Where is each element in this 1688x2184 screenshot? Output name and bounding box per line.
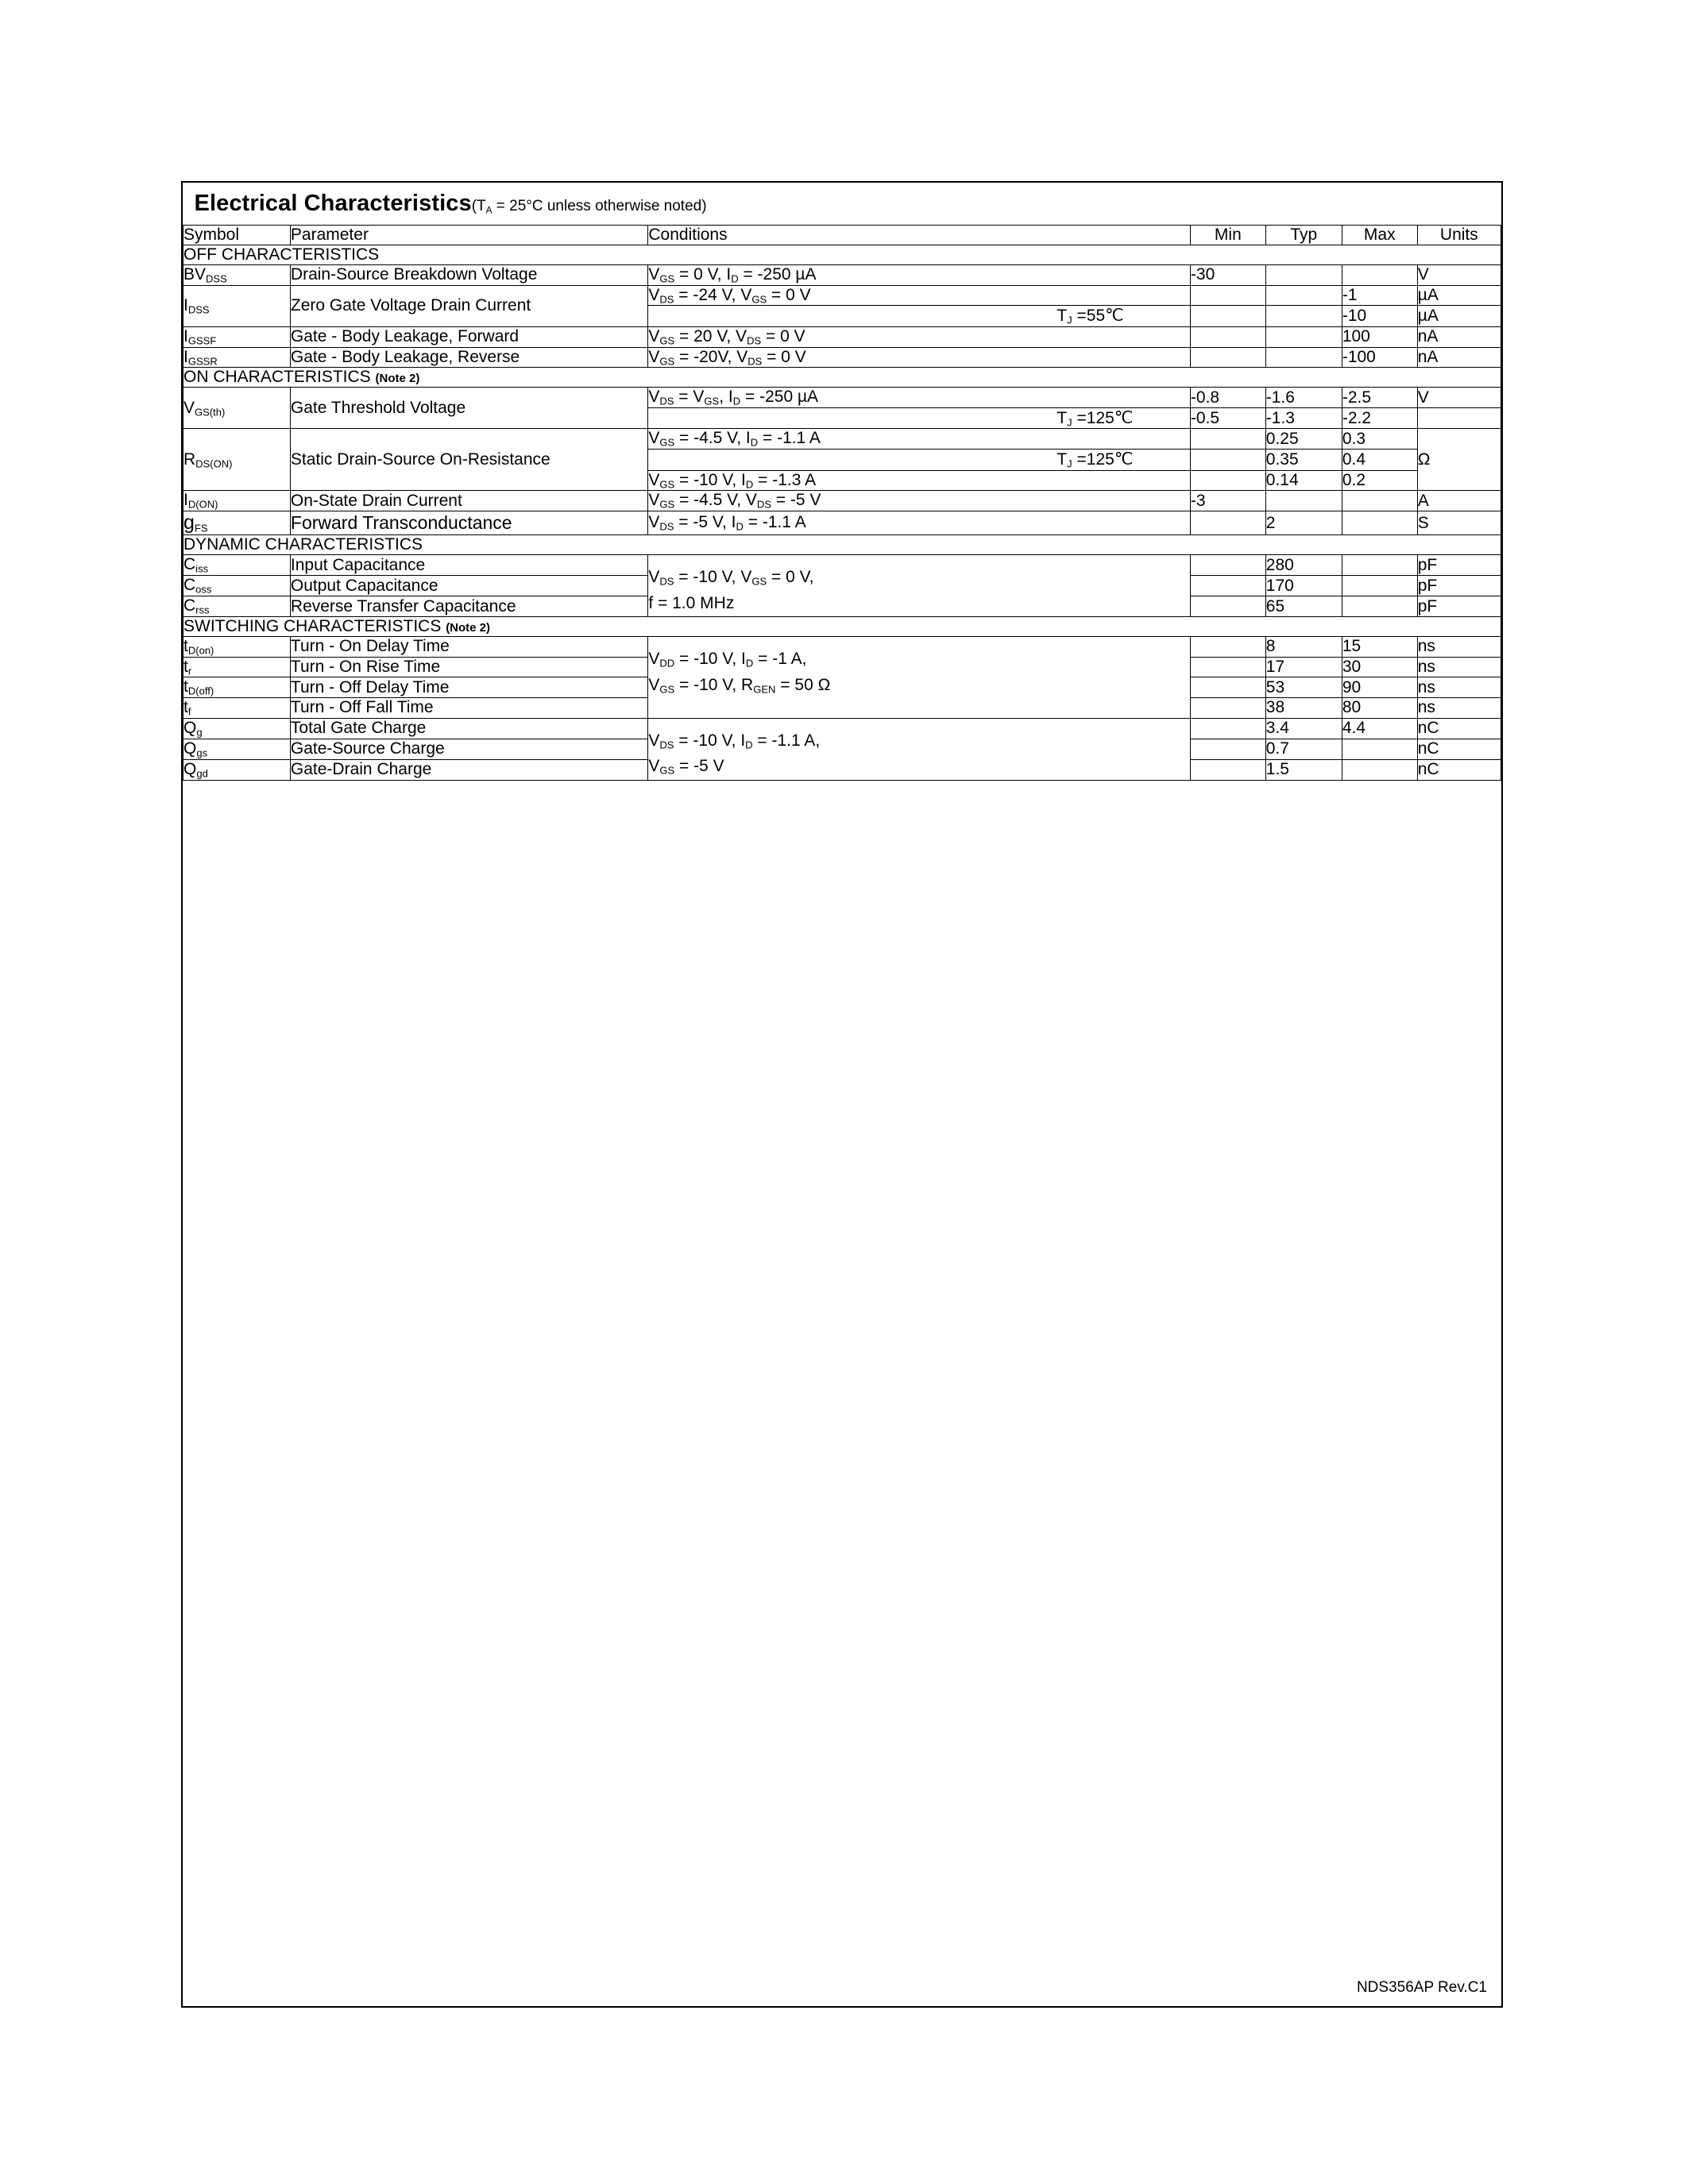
header-parameter: Parameter bbox=[290, 226, 647, 245]
row-units-idss: µA bbox=[1417, 285, 1501, 306]
row-conditions-rdson-tj-spacer bbox=[648, 450, 1056, 471]
section-off-characteristics: OFF CHARACTERISTICS bbox=[183, 245, 1501, 265]
row-units-tdoff: ns bbox=[1417, 677, 1501, 698]
row-conditions-rdson-tj: $T_J$ =125℃ bbox=[1056, 450, 1190, 471]
row-conditions-igssr: $V_{GS} = -20V$, $V_{DS} = 0$ V bbox=[648, 347, 1191, 368]
row-symbol-qgd: $Q_{gd}$ bbox=[183, 759, 291, 780]
row-min-coss bbox=[1190, 576, 1265, 596]
row-symbol-ciss: $C_{iss}$ bbox=[183, 555, 291, 576]
row-parameter-idss: Zero Gate Voltage Drain Current bbox=[290, 285, 647, 326]
row-conditions-capacitance: $V_{DS} = -10$ V, $V_{GS} = 0$ V, f = 1.0 MHz bbox=[648, 555, 1191, 617]
table-row bbox=[183, 637, 1501, 658]
row-parameter-gfs: Forward Transconductance bbox=[290, 511, 647, 535]
row-symbol-igssr: $I_{GSSR}$ bbox=[183, 347, 291, 368]
row-max-qgs bbox=[1342, 739, 1417, 759]
row-units-vgsth: V bbox=[1417, 388, 1501, 408]
row-max-idss: -1 bbox=[1342, 285, 1417, 306]
row-min-idss bbox=[1190, 285, 1265, 306]
section-switching-characteristics: SWITCHING CHARACTERISTICS (Note 2) bbox=[183, 617, 1501, 637]
row-units-gfs: S bbox=[1417, 511, 1501, 535]
row-units-tr: ns bbox=[1417, 657, 1501, 677]
row-typ-tdoff: 53 bbox=[1265, 677, 1342, 698]
row-parameter-igssr: Gate - Body Leakage, Reverse bbox=[290, 347, 647, 368]
row-max-tr: 30 bbox=[1342, 657, 1417, 677]
row-conditions-idss: $V_{DS} = -24$ V, $V_{GS} = 0$ V bbox=[648, 285, 1191, 306]
row-min-rdson bbox=[1190, 429, 1265, 450]
table-row bbox=[183, 326, 1501, 347]
row-symbol-crss: $C_{rss}$ bbox=[183, 596, 291, 617]
row-units-igssf: nA bbox=[1417, 326, 1501, 347]
title-sub-text: ($T_A = 25^\circ C$ unless otherwise noted) bbox=[471, 198, 707, 216]
header-max: Max bbox=[1342, 226, 1417, 245]
row-parameter-igssf: Gate - Body Leakage, Forward bbox=[290, 326, 647, 347]
row-parameter-crss: Reverse Transfer Capacitance bbox=[290, 596, 647, 617]
row-typ-idss-tj bbox=[1265, 306, 1342, 327]
row-units-crss: pF bbox=[1417, 596, 1501, 617]
row-symbol-rdson: $R_{DS(ON)}$ bbox=[183, 429, 291, 491]
row-conditions-vgsth: $V_{DS} = V_{GS}$, $I_D = -250$ µA bbox=[648, 388, 1191, 408]
row-min-tf bbox=[1190, 698, 1265, 719]
row-parameter-idon: On-State Drain Current bbox=[290, 491, 647, 511]
row-min-tdon bbox=[1190, 637, 1265, 658]
row-symbol-bvdss: $BV_{DSS}$ bbox=[183, 265, 291, 286]
row-max-tf: 80 bbox=[1342, 698, 1417, 719]
row-symbol-igssf: $I_{GSSF}$ bbox=[183, 326, 291, 347]
row-max-rdson-tj: 0.4 bbox=[1342, 450, 1417, 471]
section-on-characteristics-row bbox=[183, 368, 1501, 388]
row-min-vgsth: -0.8 bbox=[1190, 388, 1265, 408]
row-typ-qgd: 1.5 bbox=[1265, 759, 1342, 780]
table-row bbox=[183, 491, 1501, 511]
row-max-tdoff: 90 bbox=[1342, 677, 1417, 698]
header-units: Units bbox=[1417, 226, 1501, 245]
row-conditions-gfs: $V_{DS} = -5$ V, $I_D = -1.1$ A bbox=[648, 511, 1191, 535]
row-max-tdon: 15 bbox=[1342, 637, 1417, 658]
row-max-ciss bbox=[1342, 555, 1417, 576]
row-typ-qgs: 0.7 bbox=[1265, 739, 1342, 759]
section-switching-characteristics-row bbox=[183, 617, 1501, 637]
row-symbol-coss: $C_{oss}$ bbox=[183, 576, 291, 596]
row-typ-rdson: 0.25 bbox=[1265, 429, 1342, 450]
table-row bbox=[183, 285, 1501, 306]
row-parameter-ciss: Input Capacitance bbox=[290, 555, 647, 576]
row-symbol-gfs: $g_{FS}$ bbox=[183, 511, 291, 535]
row-units-bvdss: V bbox=[1417, 265, 1501, 286]
row-max-rdson: 0.3 bbox=[1342, 429, 1417, 450]
row-typ-bvdss bbox=[1265, 265, 1342, 286]
row-conditions-idss-tj: $T_J$ =55℃ bbox=[1056, 306, 1190, 327]
table-row bbox=[183, 511, 1501, 535]
row-parameter-tdon: Turn - On Delay Time bbox=[290, 637, 647, 658]
section-dynamic-characteristics-row bbox=[183, 535, 1501, 555]
row-parameter-qgd: Gate-Drain Charge bbox=[290, 759, 647, 780]
row-symbol-tf: $t_f$ bbox=[183, 698, 291, 719]
row-conditions-idon: $V_{GS} = -4.5$ V, $V_{DS} = -5$ V bbox=[648, 491, 1191, 511]
row-units-qgs: nC bbox=[1417, 739, 1501, 759]
row-units-rdson: Ω bbox=[1417, 429, 1501, 491]
row-conditions-idss-tj-spacer bbox=[648, 306, 1056, 327]
row-min-ciss bbox=[1190, 555, 1265, 576]
row-parameter-vgsth: Gate Threshold Voltage bbox=[290, 388, 647, 429]
row-min-gfs bbox=[1190, 511, 1265, 535]
row-typ-vgsth-tj: -1.3 bbox=[1265, 407, 1342, 429]
row-conditions-switching: $V_{DD} = -10$ V, $I_D = -1$ A, $V_{GS} = -10$ V, $R_{GEN} = 50$ Ω bbox=[648, 637, 1191, 719]
row-parameter-bvdss: Drain-Source Breakdown Voltage bbox=[290, 265, 647, 286]
header-min: Min bbox=[1190, 226, 1265, 245]
row-typ-rdson-tj: 0.35 bbox=[1265, 450, 1342, 471]
row-max-rdson-10v: 0.2 bbox=[1342, 470, 1417, 491]
row-symbol-tr: $t_r$ bbox=[183, 657, 291, 677]
row-units-qgd: nC bbox=[1417, 759, 1501, 780]
row-max-bvdss bbox=[1342, 265, 1417, 286]
row-typ-qg: 3.4 bbox=[1265, 718, 1342, 739]
row-symbol-idon: $I_{D(ON)}$ bbox=[183, 491, 291, 511]
row-units-qg: nC bbox=[1417, 718, 1501, 739]
row-typ-idss bbox=[1265, 285, 1342, 306]
row-max-igssr: -100 bbox=[1342, 347, 1417, 368]
row-parameter-tdoff: Turn - Off Delay Time bbox=[290, 677, 647, 698]
table-row bbox=[183, 265, 1501, 286]
table-row bbox=[183, 718, 1501, 739]
row-min-vgsth-tj: -0.5 bbox=[1190, 407, 1265, 429]
section-off-characteristics-row bbox=[183, 245, 1501, 265]
row-symbol-tdon: $t_{D(on)}$ bbox=[183, 637, 291, 658]
row-typ-vgsth: -1.6 bbox=[1265, 388, 1342, 408]
electrical-characteristics-table bbox=[183, 183, 1501, 781]
row-parameter-qg: Total Gate Charge bbox=[290, 718, 647, 739]
row-parameter-rdson: Static Drain-Source On-Resistance bbox=[290, 429, 647, 491]
table-row bbox=[183, 347, 1501, 368]
row-symbol-idss: $I_{DSS}$ bbox=[183, 285, 291, 326]
datasheet-page bbox=[181, 181, 1503, 2008]
row-typ-tf: 38 bbox=[1265, 698, 1342, 719]
electrical-characteristics-table-wrapper bbox=[183, 183, 1501, 781]
row-max-vgsth: -2.5 bbox=[1342, 388, 1417, 408]
row-conditions-rdson-10v: $V_{GS} = -10$ V, $I_D = -1.3$ A bbox=[648, 470, 1191, 491]
row-typ-crss: 65 bbox=[1265, 596, 1342, 617]
row-parameter-tr: Turn - On Rise Time bbox=[290, 657, 647, 677]
row-units-ciss: pF bbox=[1417, 555, 1501, 576]
row-max-idss-tj: -10 bbox=[1342, 306, 1417, 327]
row-max-crss bbox=[1342, 596, 1417, 617]
table-header-row bbox=[183, 226, 1501, 245]
row-parameter-qgs: Gate-Source Charge bbox=[290, 739, 647, 759]
section-on-characteristics: ON CHARACTERISTICS (Note 2) bbox=[183, 368, 1501, 388]
row-typ-tdon: 8 bbox=[1265, 637, 1342, 658]
row-min-crss bbox=[1190, 596, 1265, 617]
title-main-text: Electrical Characteristics bbox=[194, 191, 472, 216]
row-symbol-vgsth: $V_{GS(th)}$ bbox=[183, 388, 291, 429]
table-title-row bbox=[183, 183, 1501, 226]
row-min-igssf bbox=[1190, 326, 1265, 347]
table-title bbox=[183, 183, 1501, 226]
row-conditions-vgsth-tj: $T_J$ =125℃ bbox=[1056, 407, 1190, 429]
section-dynamic-characteristics: DYNAMIC CHARACTERISTICS bbox=[183, 535, 1501, 555]
row-typ-rdson-10v: 0.14 bbox=[1265, 470, 1342, 491]
row-min-idss-tj bbox=[1190, 306, 1265, 327]
row-conditions-igssf: $V_{GS} = 20$ V, $V_{DS} = 0$ V bbox=[648, 326, 1191, 347]
row-min-qgd bbox=[1190, 759, 1265, 780]
table-row bbox=[183, 388, 1501, 408]
row-symbol-tdoff: $t_{D(off)}$ bbox=[183, 677, 291, 698]
row-typ-igssf bbox=[1265, 326, 1342, 347]
row-units-vgsth-tj bbox=[1417, 407, 1501, 429]
row-units-igssr: nA bbox=[1417, 347, 1501, 368]
row-min-idon: -3 bbox=[1190, 491, 1265, 511]
row-min-rdson-tj bbox=[1190, 450, 1265, 471]
row-typ-ciss: 280 bbox=[1265, 555, 1342, 576]
row-parameter-tf: Turn - Off Fall Time bbox=[290, 698, 647, 719]
row-conditions-bvdss: $V_{GS} = 0$ V, $I_D = -250$ µA bbox=[648, 265, 1191, 286]
row-units-idss-tj: µA bbox=[1417, 306, 1501, 327]
row-min-tdoff bbox=[1190, 677, 1265, 698]
row-units-tdon: ns bbox=[1417, 637, 1501, 658]
header-symbol: Symbol bbox=[183, 226, 291, 245]
row-typ-igssr bbox=[1265, 347, 1342, 368]
table-row bbox=[183, 429, 1501, 450]
header-conditions: Conditions bbox=[648, 226, 1191, 245]
row-min-igssr bbox=[1190, 347, 1265, 368]
row-conditions-vgsth-tj-spacer bbox=[648, 407, 1056, 429]
table-row bbox=[183, 555, 1501, 576]
row-typ-gfs: 2 bbox=[1265, 511, 1342, 535]
row-max-qgd bbox=[1342, 759, 1417, 780]
row-symbol-qg: $Q_g$ bbox=[183, 718, 291, 739]
row-parameter-coss: Output Capacitance bbox=[290, 576, 647, 596]
header-typ: Typ bbox=[1265, 226, 1342, 245]
row-symbol-qgs: $Q_{gs}$ bbox=[183, 739, 291, 759]
row-max-igssf: 100 bbox=[1342, 326, 1417, 347]
row-units-tf: ns bbox=[1417, 698, 1501, 719]
row-min-tr bbox=[1190, 657, 1265, 677]
row-max-idon bbox=[1342, 491, 1417, 511]
row-units-coss: pF bbox=[1417, 576, 1501, 596]
row-conditions-gate-charge: $V_{DS} = -10$ V, $I_D = -1.1$ A, $V_{GS} = -5$ V bbox=[648, 718, 1191, 780]
row-max-vgsth-tj: -2.2 bbox=[1342, 407, 1417, 429]
row-units-idon: A bbox=[1417, 491, 1501, 511]
row-max-qg: 4.4 bbox=[1342, 718, 1417, 739]
row-min-qgs bbox=[1190, 739, 1265, 759]
page-footer: NDS356AP Rev.C1 bbox=[1356, 1979, 1487, 1996]
row-conditions-rdson: $V_{GS} = -4.5$ V, $I_D = -1.1$ A bbox=[648, 429, 1191, 450]
row-min-qg bbox=[1190, 718, 1265, 739]
row-min-bvdss: -30 bbox=[1190, 265, 1265, 286]
row-typ-tr: 17 bbox=[1265, 657, 1342, 677]
row-max-coss bbox=[1342, 576, 1417, 596]
row-typ-idon bbox=[1265, 491, 1342, 511]
row-typ-coss: 170 bbox=[1265, 576, 1342, 596]
row-max-gfs bbox=[1342, 511, 1417, 535]
row-min-rdson-10v bbox=[1190, 470, 1265, 491]
